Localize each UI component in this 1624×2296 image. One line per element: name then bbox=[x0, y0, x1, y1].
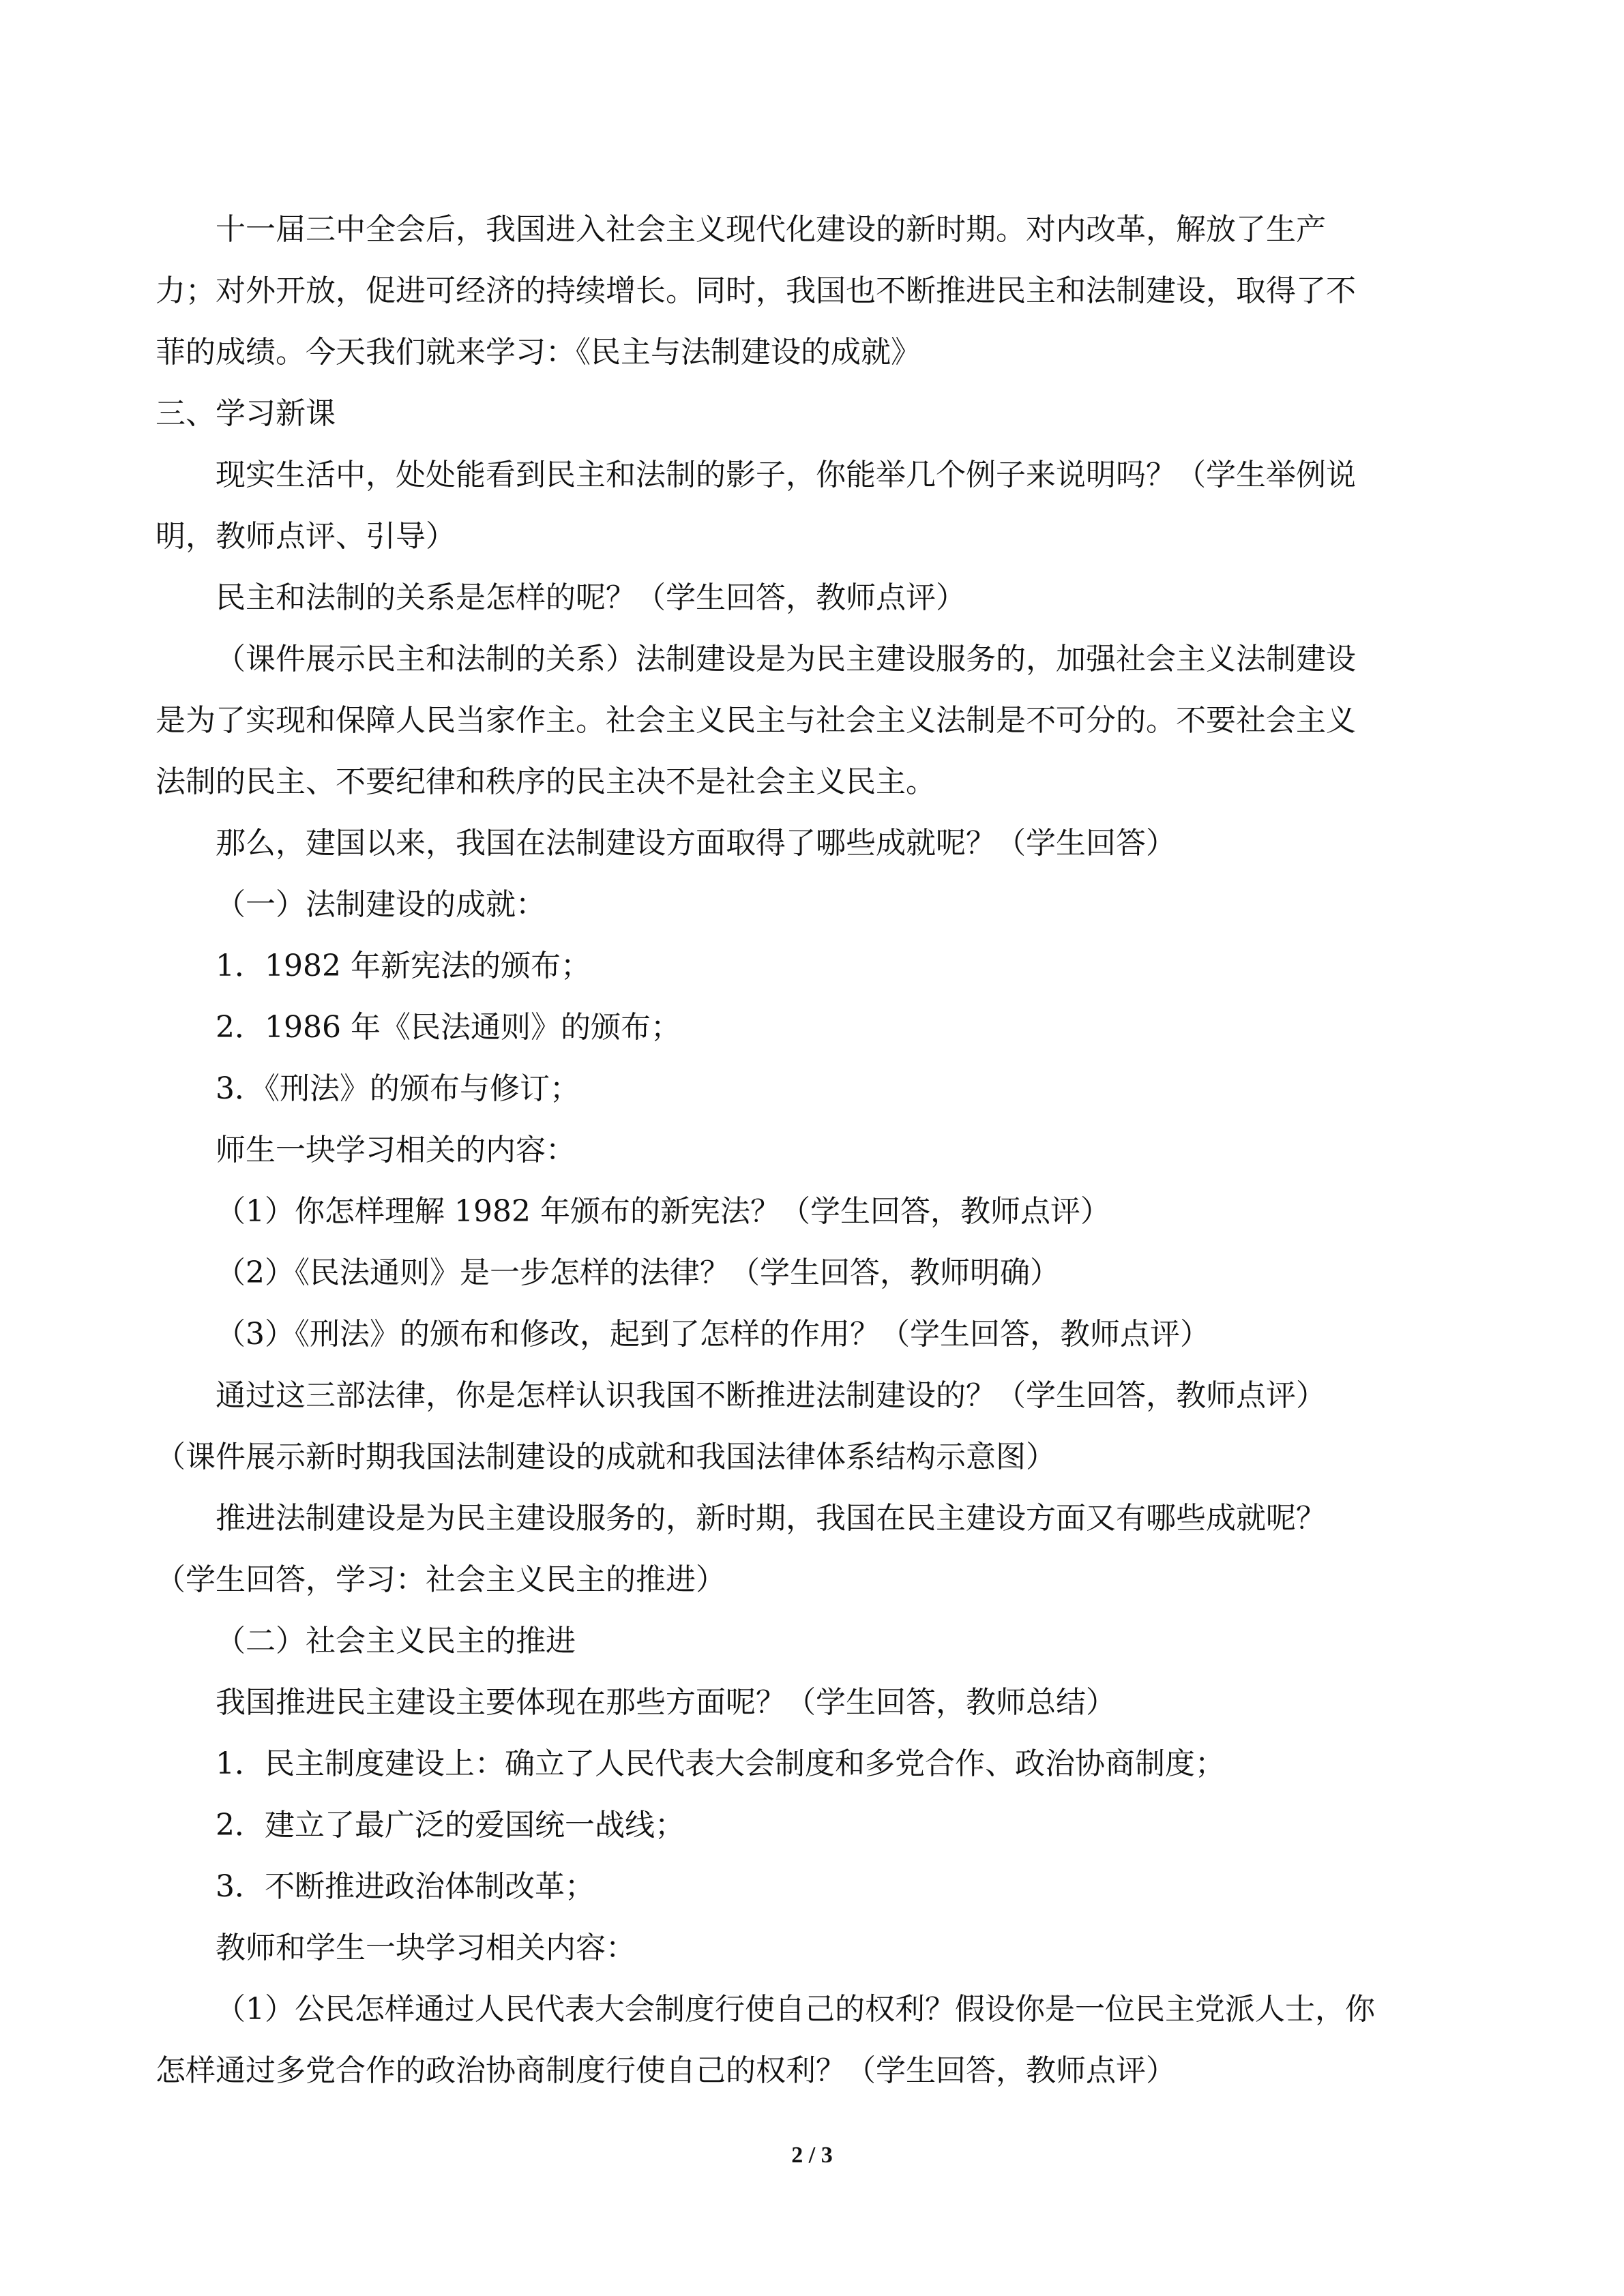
text-line: 那么，建国以来，我国在法制建设方面取得了哪些成就呢？（学生回答） bbox=[216, 826, 1176, 861]
text-line: 师生一块学习相关的内容： bbox=[216, 1133, 576, 1167]
text-line: （课件展示民主和法制的关系）法制建设是为民主建设服务的，加强社会主义法制建设 bbox=[216, 642, 1356, 676]
text-line: 民主和法制的关系是怎样的呢？（学生回答，教师点评） bbox=[216, 580, 966, 615]
text-line: 是为了实现和保障人民当家作主。社会主义民主与社会主义法制是不可分的。不要社会主义 bbox=[156, 703, 1356, 738]
text-line: 我国推进民主建设主要体现在那些方面呢？（学生回答，教师总结） bbox=[216, 1685, 1116, 1720]
text-line: （学生回答，学习：社会主义民主的推进） bbox=[156, 1562, 726, 1597]
question-item: （2）《民法通则》是一步怎样的法律？（学生回答，教师明确） bbox=[216, 1255, 1060, 1290]
subsection-heading: （一）法制建设的成就： bbox=[216, 887, 546, 922]
page-number: 2 / 3 bbox=[791, 2143, 833, 2168]
text-line: 力；对外开放，促进可经济的持续增长。同时，我国也不断推进民主和法制建设，取得了不 bbox=[156, 273, 1356, 308]
text-line: 十一届三中全会后，我国进入社会主义现代化建设的新时期。对内改革，解放了生产 bbox=[216, 212, 1326, 247]
text-line: 推进法制建设是为民主建设服务的，新时期，我国在民主建设方面又有哪些成就呢？ bbox=[216, 1501, 1326, 1536]
text-line: 明，教师点评、引导） bbox=[156, 519, 456, 554]
list-item: 2．建立了最广泛的爱国统一战线； bbox=[216, 1808, 685, 1843]
text-line: 菲的成绩。今天我们就来学习：《民主与法制建设的成就》 bbox=[156, 335, 921, 370]
list-item: 3．不断推进政治体制改革； bbox=[216, 1869, 595, 1904]
text-line: 现实生活中，处处能看到民主和法制的影子，你能举几个例子来说明吗？（学生举例说 bbox=[216, 458, 1356, 492]
text-line: 怎样通过多党合作的政治协商制度行使自己的权利？（学生回答，教师点评） bbox=[156, 2053, 1176, 2088]
document-body bbox=[156, 199, 1484, 2102]
list-item: 3．《刑法》的颁布与修订； bbox=[216, 1071, 580, 1106]
list-item: 2．1986 年《民法通则》的颁布； bbox=[216, 1010, 681, 1045]
text-line: 教师和学生一块学习相关内容： bbox=[216, 1930, 636, 1965]
section-heading: 三、学习新课 bbox=[156, 396, 336, 431]
text-line: 通过这三部法律，你是怎样认识我国不断推进法制建设的？（学生回答，教师点评） bbox=[216, 1378, 1326, 1413]
list-item: 1．民主制度建设上：确立了人民代表大会制度和多党合作、政治协商制度； bbox=[216, 1746, 1225, 1781]
text-line: 法制的民主、不要纪律和秩序的民主决不是社会主义民主。 bbox=[156, 764, 936, 799]
list-item: 1．1982 年新宪法的颁布； bbox=[216, 949, 591, 983]
question-item: （3）《刑法》的颁布和修改，起到了怎样的作用？（学生回答，教师点评） bbox=[216, 1317, 1210, 1352]
subsection-heading: （二）社会主义民主的推进 bbox=[216, 1624, 576, 1658]
question-item: （1）你怎样理解 1982 年颁布的新宪法？（学生回答，教师点评） bbox=[216, 1194, 1110, 1229]
question-item: （1）公民怎样通过人民代表大会制度行使自己的权利？假设你是一位民主党派人士，你 bbox=[216, 1992, 1375, 2027]
text-line: （课件展示新时期我国法制建设的成就和我国法律体系结构示意图） bbox=[156, 1440, 1056, 1474]
